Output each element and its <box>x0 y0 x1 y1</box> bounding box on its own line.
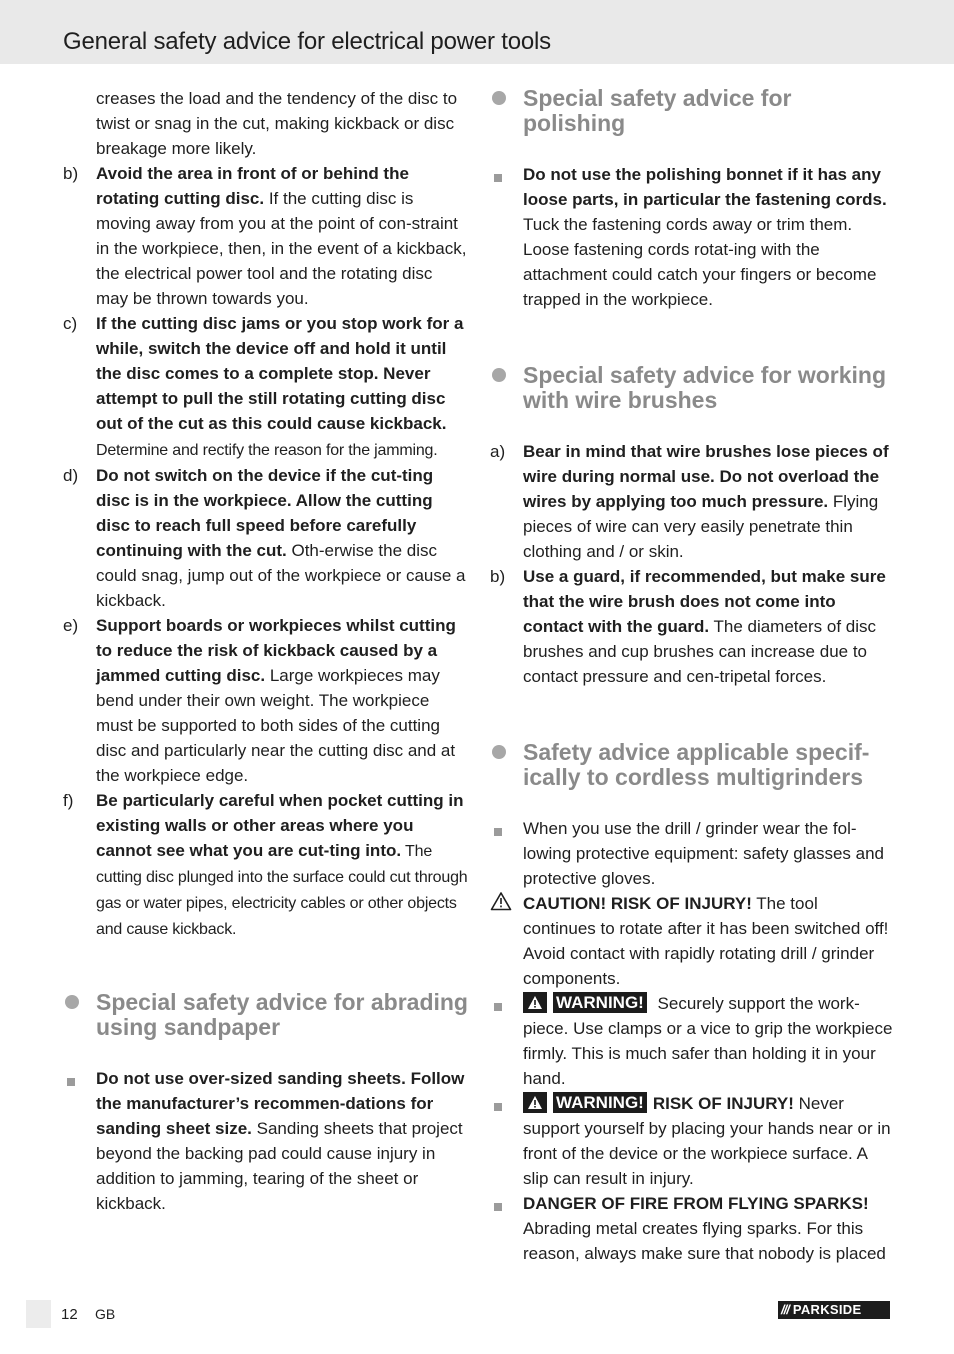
left-column <box>63 86 468 1216</box>
item-bold-text: Support boards or workpieces whilst cutting to reduce the risk of kickback caused by a jammed cutting disc. <box>96 616 456 685</box>
page-title: General safety advice for electrical power tools <box>63 28 551 55</box>
list-item <box>63 613 468 788</box>
list-item <box>63 311 468 463</box>
list-marker: b) <box>63 164 79 183</box>
item-text: Flying pieces of wire can very easily penetrate thin clothing and / or skin. <box>523 492 879 561</box>
item-text: If the cutting disc is moving away from you at the point of con-straint in the workpiece, then, in the event of a kickback, the electrical power tool and the rotating disc may be thrown towards you. <box>96 189 467 308</box>
list-marker: b) <box>490 567 506 586</box>
item-text: Tuck the fastening cords away or trim them. Loose fastening cords rotat-ing with the attachment could catch your fingers or become trapped in the workpiece. <box>523 215 877 309</box>
list-marker: e) <box>63 616 79 635</box>
bullet-dot-icon <box>492 368 506 382</box>
paragraph-text: creases the load and the tendency of the disc to twist or snag in the cut, making kickback or disc breakage more likely. <box>96 89 458 158</box>
item-bold-text: Bear in mind that wire brushes lose pieces of wire during normal use. Do not overload the wires by applying too much pressure. <box>523 442 889 511</box>
caution-label: CAUTION! RISK OF INJURY! <box>523 894 752 913</box>
language-code: GB <box>95 1306 116 1322</box>
list-item <box>490 564 895 689</box>
right-column <box>490 86 895 1266</box>
heading-text: Special safety advice for working with wire brushes <box>523 362 887 413</box>
item-bold-text: Do not use over-sized sanding sheets. Follow the manufacturer’s recommen-dations for sanding sheet size. <box>96 1069 465 1138</box>
item-bold-text: Do not use the polishing bonnet if it has any loose parts, in particular the fastening cords. <box>523 165 887 209</box>
list-marker: d) <box>63 466 79 485</box>
item-bold-text: If the cutting disc jams or you stop work for a while, switch the device off and hold it until the disc comes to a complete stop. Never attempt to pull the still rotating cutting disc out of the cut as this could cause kickback. <box>96 314 464 433</box>
list-item <box>63 161 468 311</box>
list-marker: c) <box>63 314 78 333</box>
page-number: 12 <box>61 1306 78 1323</box>
heading-text: Special safety advice for polishing <box>523 85 792 136</box>
bullet-dot-icon <box>492 745 506 759</box>
logo-text: PARKSIDE <box>792 1302 862 1317</box>
warning-badge: WARNING! <box>553 992 647 1013</box>
warning-triangle-icon <box>523 1092 547 1113</box>
item-bold-text: RISK OF INJURY! <box>652 1094 794 1113</box>
bullet-dot-icon <box>492 91 506 105</box>
item-text: Never support yourself by placing your hands near or in front of the device or the workpiece surface. A slip can result in injury. <box>523 1094 891 1188</box>
section-heading-cordless <box>490 740 895 790</box>
warning-triangle-icon <box>523 992 547 1013</box>
square-bullet-icon <box>494 1203 502 1211</box>
warning-badge: WARNING! <box>553 1092 647 1113</box>
bullet-item <box>490 1191 895 1266</box>
warning-item <box>490 1091 895 1191</box>
list-marker: a) <box>490 442 506 461</box>
item-bold-text: Be particularly careful when pocket cutting in existing walls or other areas where you cannot see what you are cut-ting into. <box>96 791 464 860</box>
item-text: Sanding sheets that project beyond the backing pad could cause injury in addition to jamming, tearing of the sheet or kickback. <box>96 1119 463 1213</box>
bullet-item <box>490 816 895 891</box>
section-heading-polishing <box>490 86 895 136</box>
warning-item <box>490 991 895 1091</box>
square-bullet-icon <box>494 1003 502 1011</box>
item-bold-text: DANGER OF FIRE FROM FLYING SPARKS! <box>523 1194 869 1213</box>
bullet-item <box>63 1066 468 1216</box>
continued-paragraph <box>63 86 468 161</box>
footer-tab <box>26 1300 51 1328</box>
item-text: The tool continues to rotate after it has been switched off! Avoid contact with rapidly rotating drill / grinder components. <box>523 894 889 988</box>
list-item <box>490 439 895 564</box>
item-text: When you use the drill / grinder wear the fol-lowing protective equipment: safety glasses and protective gloves. <box>523 819 884 888</box>
page-header <box>0 0 954 64</box>
item-text: Oth-erwise the disc could snag, jump out of the workpiece or cause a kickback. <box>96 541 466 610</box>
logo-slashes: /// <box>781 1302 789 1317</box>
item-text: The diameters of disc brushes and cup brushes can increase due to contact pressure and cen-tripetal forces. <box>523 617 876 686</box>
item-text: Determine and rectify the reason for the jamming. <box>96 442 438 459</box>
item-text: The cutting disc plunged into the surface could cut through gas or water pipes, electricity cables or other objects and cause kickback. <box>96 843 468 938</box>
caution-item <box>490 891 895 991</box>
square-bullet-icon <box>494 1103 502 1111</box>
list-marker: f) <box>63 791 74 810</box>
item-text: Abrading metal creates flying sparks. For this reason, always make sure that nobody is placed <box>523 1219 886 1263</box>
square-bullet-icon <box>67 1078 75 1086</box>
square-bullet-icon <box>494 828 502 836</box>
section-heading-wire-brushes <box>490 363 895 413</box>
item-bold-text: Use a guard, if recommended, but make sure that the wire brush does not come into contact with the guard. <box>523 567 886 636</box>
item-text: Securely support the work-piece. Use clamps or a vice to grip the workpiece firmly. This is much safer than holding it in your hand. <box>523 994 893 1088</box>
brand-logo <box>778 1301 890 1319</box>
item-bold-text: Do not switch on the device if the cut-ting disc is in the workpiece. Allow the cutting disc to reach full speed before carefully continuing with the cut. <box>96 466 434 560</box>
item-text: Large workpieces may bend under their own weight. The workpiece must be supported to both sides of the cutting disc and particularly near the cutting disc and at the workpiece edge. <box>96 666 456 785</box>
list-item <box>63 463 468 613</box>
item-bold-text: Avoid the area in front of or behind the rotating cutting disc. <box>96 164 409 208</box>
bullet-dot-icon <box>65 995 79 1009</box>
section-heading-sandpaper <box>63 990 468 1040</box>
heading-text: Safety advice applicable specif-ically to cordless multigrinders <box>523 739 870 790</box>
list-item <box>63 788 468 942</box>
bullet-item <box>490 162 895 312</box>
heading-text: Special safety advice for abrading using sandpaper <box>96 989 468 1040</box>
caution-triangle-icon <box>490 891 520 916</box>
square-bullet-icon <box>494 174 502 182</box>
